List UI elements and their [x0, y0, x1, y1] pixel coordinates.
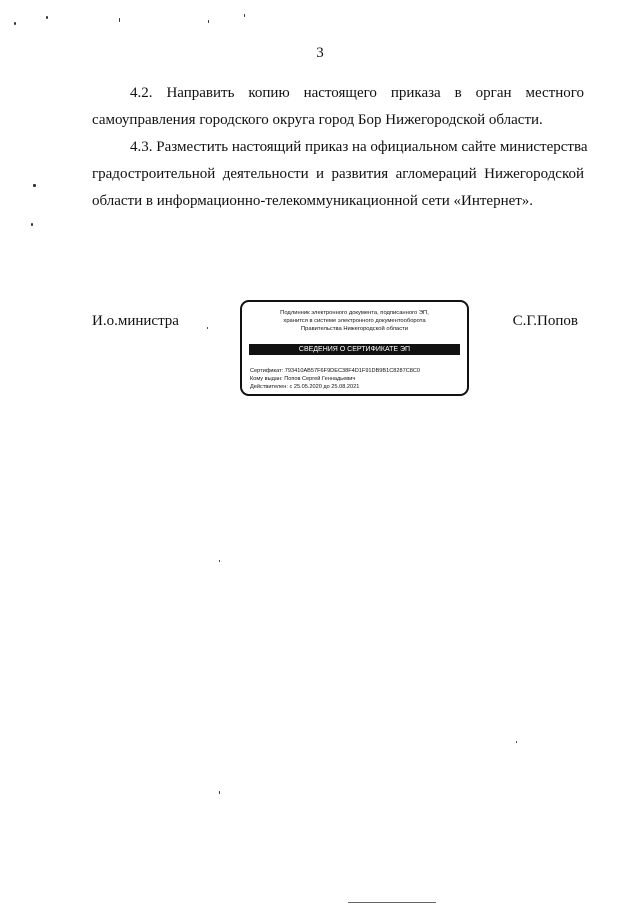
scan-speck — [516, 741, 517, 743]
scan-speck — [14, 22, 16, 25]
scan-speck — [219, 560, 220, 562]
stamp-header-line: хранится в системе электронного документооборота — [283, 318, 426, 324]
electronic-signature-stamp — [240, 300, 469, 396]
stamp-header — [242, 309, 467, 333]
scan-speck — [46, 16, 48, 19]
certificate-owner: Кому выдан: Попов Сергей Геннадьевич — [250, 376, 356, 382]
certificate-validity: Действителен: с 25.05.2020 до 25.08.2021 — [250, 384, 360, 390]
paragraph-4-3 — [92, 134, 588, 215]
scan-speck — [119, 18, 120, 22]
scan-speck — [33, 184, 36, 187]
signatory-role: И.о.министра — [92, 313, 179, 329]
stamp-banner: СВЕДЕНИЯ О СЕРТИФИКАТЕ ЭП — [249, 344, 460, 355]
scan-speck — [219, 791, 220, 794]
stamp-details — [250, 367, 420, 391]
stamp-header-line: Правительства Нижегородской области — [300, 326, 409, 332]
scan-speck — [208, 20, 209, 23]
paragraph-4-2 — [92, 80, 584, 134]
paragraph-line: градостроительной деятельности и развития агломераций Нижегородской — [92, 166, 584, 182]
scan-speck — [31, 223, 33, 226]
scan-edge-line — [348, 902, 436, 903]
page-number: 3 — [316, 45, 324, 61]
paragraph-line: самоуправления городского округа город Бор Нижегородской области. — [92, 112, 543, 128]
paragraph-line: 4.2. Направить копию настоящего приказа в орган местного — [130, 85, 584, 101]
paragraph-line: 4.3. Разместить настоящий приказ на официальном сайте министерства — [130, 139, 588, 155]
stamp-header-line: Подлинник электронного документа, подписанного ЭП, — [280, 310, 429, 316]
signatory-name: С.Г.Попов — [512, 313, 578, 329]
scan-speck — [244, 14, 245, 17]
scan-speck — [207, 327, 208, 329]
certificate-number: Сертификат: 793410AB57F6F9DEC38F4D1F91DB9B1C8287C8C0 — [250, 368, 421, 374]
paragraph-line: области в информационно-телекоммуникационной сети «Интернет». — [92, 193, 534, 209]
